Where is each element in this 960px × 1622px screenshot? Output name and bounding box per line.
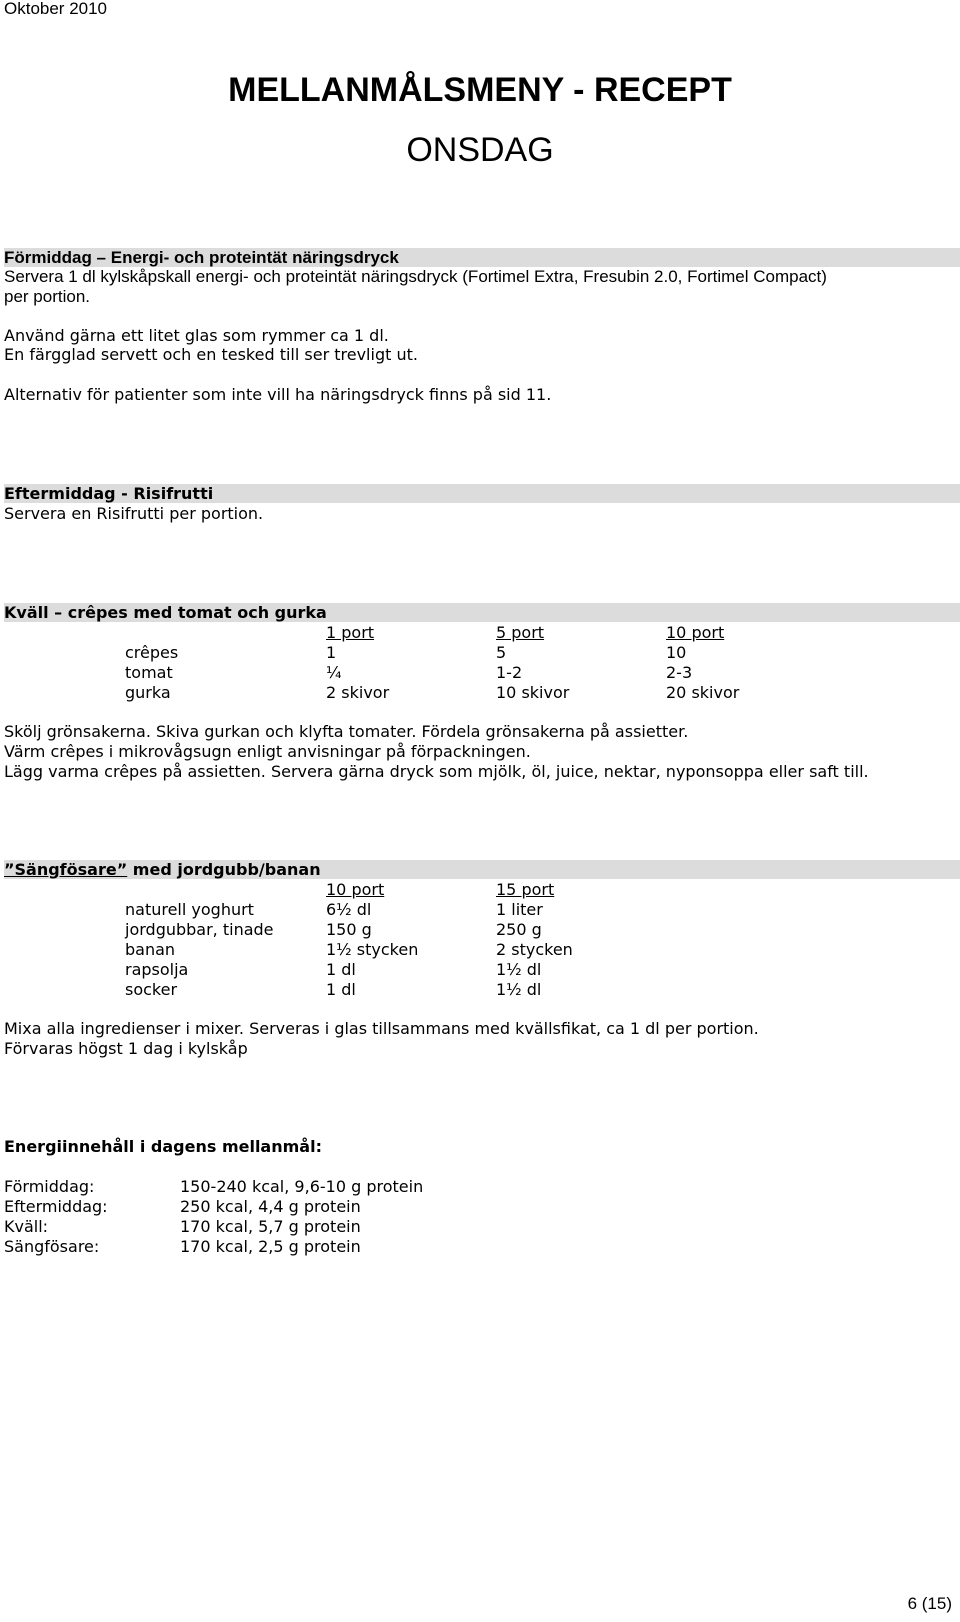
energi-heading: Energiinnehåll i dagens mellanmål: (4, 1137, 322, 1156)
ingredient-name: crêpes (125, 643, 179, 662)
formiddag-line: Använd gärna ett litet glas som rymmer ca 1 dl. (4, 326, 389, 345)
column-header: 15 port (496, 880, 555, 899)
energi-label: Eftermiddag: (4, 1197, 108, 1216)
ingredient-name: socker (125, 980, 178, 999)
table-row (0, 900, 960, 920)
page-title: MELLANMÅLSMENY - RECEPT (228, 71, 732, 109)
table-row (0, 940, 960, 960)
ingredient-amount: 1 dl (326, 980, 356, 999)
table-row (0, 663, 960, 683)
ingredient-amount: 1½ stycken (326, 940, 419, 959)
energi-value: 150-240 kcal, 9,6-10 g protein (180, 1177, 424, 1196)
sangfosare-heading (4, 860, 321, 880)
energi-row (0, 1237, 960, 1257)
formiddag-line: En färgglad servett och en tesked till ser trevligt ut. (4, 345, 418, 364)
ingredient-amount: 20 skivor (666, 683, 740, 702)
ingredient-amount: 10 skivor (496, 683, 570, 702)
kvall-line: Värm crêpes i mikrovågsugn enligt anvisningar på förpackningen. (4, 742, 531, 761)
ingredient-amount: 1 (326, 643, 337, 662)
eftermiddag-line: Servera en Risifrutti per portion. (4, 504, 264, 523)
energi-row (0, 1177, 960, 1197)
eftermiddag-heading: Eftermiddag - Risifrutti (4, 484, 214, 503)
column-header: 10 port (326, 880, 385, 899)
kvall-column-headers (0, 623, 960, 643)
formiddag-line: Alternativ för patienter som inte vill ha näringsdryck finns på sid 11. (4, 385, 552, 404)
ingredient-amount: 1 liter (496, 900, 543, 919)
page-number: 6 (15) (907, 1594, 952, 1613)
table-row (0, 920, 960, 940)
ingredient-name: jordgubbar, tinade (125, 920, 274, 939)
column-header: 10 port (666, 623, 725, 642)
ingredient-amount: 2 skivor (326, 683, 390, 702)
ingredient-name: rapsolja (125, 960, 189, 979)
energi-row (0, 1197, 960, 1217)
ingredient-amount: 2-3 (666, 663, 693, 682)
sangfosare-heading-rest: med jordgubb/banan (127, 860, 321, 879)
ingredient-name: tomat (125, 663, 173, 682)
day-heading: ONSDAG (406, 131, 554, 169)
table-row (0, 643, 960, 663)
column-header: 5 port (496, 623, 545, 642)
sangfosare-heading-title: ”Sängfösare” (4, 860, 128, 879)
sangfosare-line: Förvaras högst 1 dag i kylskåp (4, 1039, 248, 1058)
formiddag-heading: Förmiddag – Energi- och proteintät näringsdryck (4, 248, 399, 267)
sangfosare-line: Mixa alla ingredienser i mixer. Serveras i glas tillsammans med kvällsfikat, ca 1 dl per portion. (4, 1019, 759, 1038)
ingredient-amount: 6½ dl (326, 900, 372, 919)
ingredient-amount: ¼ (326, 663, 342, 682)
energi-row (0, 1217, 960, 1237)
ingredient-amount: 2 stycken (496, 940, 573, 959)
formiddag-line: Servera 1 dl kylskåpskall energi- och proteintät näringsdryck (Fortimel Extra, Fresubin 2.0, Fortimel Compact) (4, 267, 827, 286)
energi-label: Kväll: (4, 1217, 49, 1236)
ingredient-amount: 250 g (496, 920, 542, 939)
sangfosare-column-headers (0, 880, 960, 900)
ingredient-amount: 10 (666, 643, 687, 662)
ingredient-amount: 150 g (326, 920, 372, 939)
header-date: Oktober 2010 (4, 0, 108, 18)
kvall-heading: Kväll – crêpes med tomat och gurka (4, 603, 327, 622)
formiddag-line: per portion. (4, 287, 90, 306)
kvall-line: Skölj grönsakerna. Skiva gurkan och klyfta tomater. Fördela grönsakerna på assietter. (4, 722, 689, 741)
table-row (0, 960, 960, 980)
energi-value: 170 kcal, 2,5 g protein (180, 1237, 361, 1256)
ingredient-amount: 1 dl (326, 960, 356, 979)
kvall-line: Lägg varma crêpes på assietten. Servera gärna dryck som mjölk, öl, juice, nektar, nyponsoppa eller saft till. (4, 762, 869, 781)
ingredient-amount: 5 (496, 643, 507, 662)
ingredient-name: banan (125, 940, 176, 959)
ingredient-name: gurka (125, 683, 171, 702)
table-row (0, 980, 960, 1000)
energi-label: Sängfösare: (4, 1237, 100, 1256)
energi-label: Förmiddag: (4, 1177, 95, 1196)
table-row (0, 683, 960, 703)
ingredient-amount: 1½ dl (496, 980, 542, 999)
energi-value: 170 kcal, 5,7 g protein (180, 1217, 361, 1236)
ingredient-name: naturell yoghurt (125, 900, 254, 919)
ingredient-amount: 1½ dl (496, 960, 542, 979)
energi-value: 250 kcal, 4,4 g protein (180, 1197, 361, 1216)
ingredient-amount: 1-2 (496, 663, 523, 682)
column-header: 1 port (326, 623, 375, 642)
